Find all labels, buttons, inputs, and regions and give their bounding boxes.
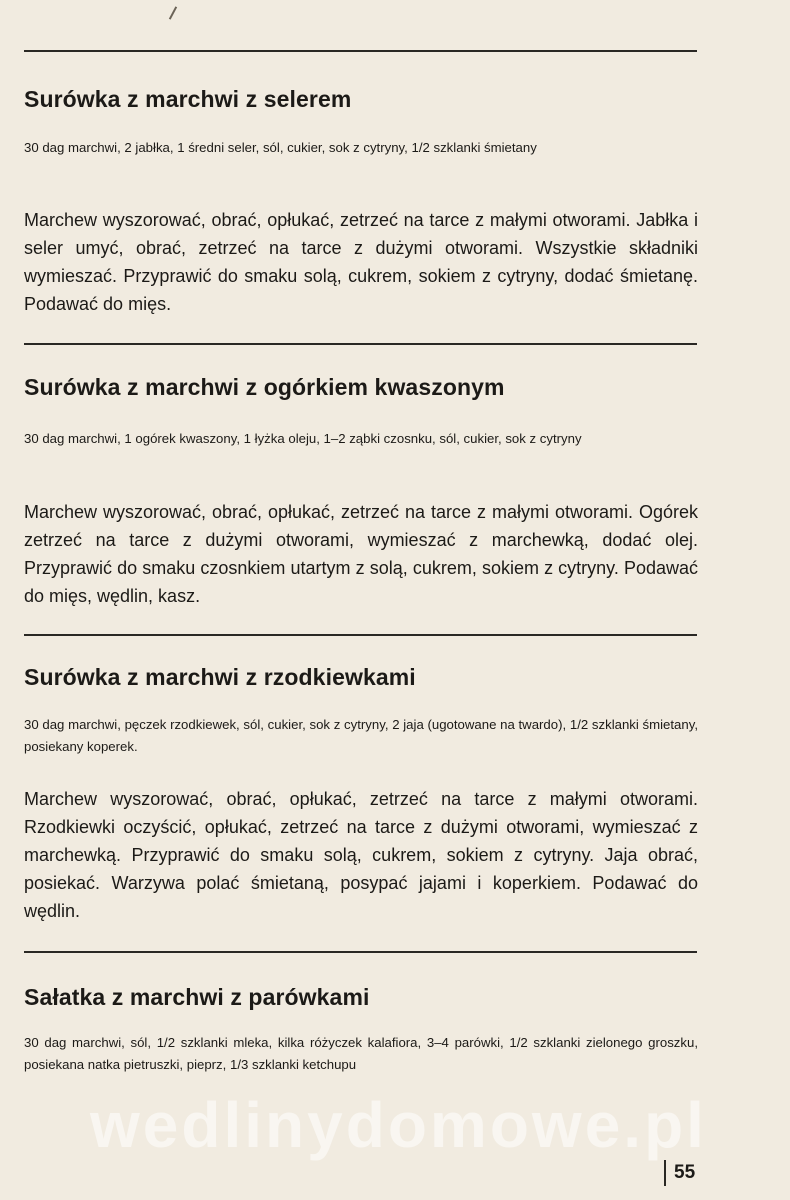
recipe-title: Surówka z marchwi z rzodkiewkami xyxy=(24,664,416,690)
recipe-title: Sałatka z marchwi z parówkami xyxy=(24,984,370,1010)
recipe-preparation: Marchew wyszorować, obrać, opłukać, zetrzeć na tarce z małymi otworami. Jabłka i seler umyć, obrać, zetrzeć na tarce z dużymi otworami. Wszystkie składniki wymieszać. Przyprawić do smaku solą, cukrem, sokiem z cytryny, dodać śmietanę. Podawać do mięs. xyxy=(24,210,698,314)
recipe-ingredients: 30 dag marchwi, sól, 1/2 szklanki mleka, kilka różyczek kalafiora, 3–4 parówki, 1/2 szklanki zielonego groszku, posiekana natka pietruszki, pieprz, 1/3 szklanki ketchupu xyxy=(24,1035,698,1072)
recipe-title: Surówka z marchwi z selerem xyxy=(24,86,352,112)
section-divider xyxy=(24,343,697,345)
section-divider xyxy=(24,50,697,52)
section-divider xyxy=(24,634,697,636)
page-number: 55 xyxy=(664,1160,695,1186)
recipe-preparation: Marchew wyszorować, obrać, opłukać, zetrzeć na tarce z małymi otworami. Rzodkiewki oczyścić, opłukać, zetrzeć na tarce z dużymi otworami, wymieszać z marchewką. Przyprawić do smaku solą, cukrem, sokiem z cytryny. Jaja obrać, posiekać. Warzywa polać śmietaną, posypać jajami i koperkiem. Podawać do wędlin. xyxy=(24,789,698,921)
recipe-preparation: Marchew wyszorować, obrać, opłukać, zetrzeć na tarce z małymi otworami. Ogórek zetrzeć na tarce z dużymi otworami, wymieszać z marchewką, dodać olej. Przyprawić do smaku czosnkiem utartym z solą, cukrem, sokiem z cytryny. Podawać do mięs, wędlin, kasz. xyxy=(24,502,698,606)
recipe-ingredients: 30 dag marchwi, pęczek rzodkiewek, sól, cukier, sok z cytryny, 2 jaja (ugotowane na twardo), 1/2 szklanki śmietany, posiekany koperek. xyxy=(24,717,698,754)
recipe-ingredients: 30 dag marchwi, 2 jabłka, 1 średni seler, sól, cukier, sok z cytryny, 1/2 szklanki śmietany xyxy=(24,140,537,155)
section-divider xyxy=(24,951,697,953)
ink-mark xyxy=(169,6,177,19)
recipe-ingredients: 30 dag marchwi, 1 ogórek kwaszony, 1 łyżka oleju, 1–2 ząbki czosnku, sól, cukier, sok z cytryny xyxy=(24,431,582,446)
recipe-title: Surówka z marchwi z ogórkiem kwaszonym xyxy=(24,374,505,400)
watermark-text: wedlinydomowe.pl xyxy=(90,1089,707,1161)
